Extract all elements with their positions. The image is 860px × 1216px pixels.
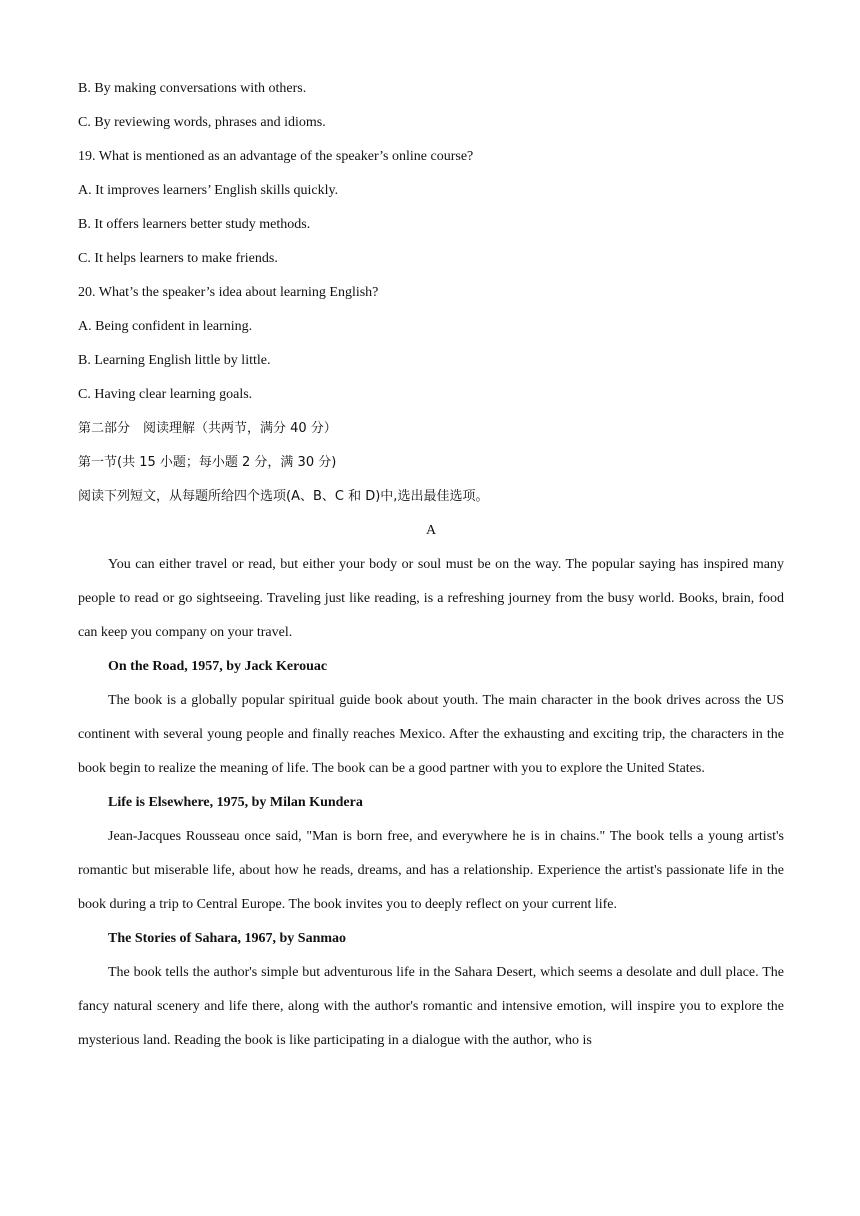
section1-title: 第一节(共 15 小题；每小题 2 分，满 30 分) bbox=[78, 455, 337, 470]
book-title-life-is-elsewhere: Life is Elsewhere, 1975, by Milan Kundera bbox=[108, 795, 363, 810]
q20-stem: 20. What’s the speaker’s idea about learning English? bbox=[78, 285, 379, 300]
passage-label: A bbox=[425, 523, 437, 538]
q19-option-a: A. It improves learners’ English skills quickly. bbox=[78, 183, 339, 198]
q18-option-c: C. By reviewing words, phrases and idioms. bbox=[78, 115, 326, 130]
book-title-on-the-road: On the Road, 1957, by Jack Kerouac bbox=[108, 659, 328, 674]
document-page bbox=[78, 72, 784, 1058]
book-text-life-is-elsewhere: Jean-Jacques Rousseau once said, "Man is born free, and everywhere he is in chains." The book tells a young artist's romantic but miserable life, about how he reads, dreams, and has a relationship. Experience the artist's passionate life in the book during a trip to Central Europe. The book invites you to deeply reflect on your current life. bbox=[78, 829, 784, 912]
book-text-stories-of-sahara: The book tells the author's simple but adventurous life in the Sahara Desert, which seems a desolate and dull place. The fancy natural scenery and life there, along with the author's romantic and intensive emotion, will inspire you to explore the mysterious land. Reading the book is like participating in a dialogue with the author, who is bbox=[78, 965, 784, 1048]
q19-option-b: B. It offers learners better study methods. bbox=[78, 217, 311, 232]
q20-option-a: A. Being confident in learning. bbox=[78, 319, 253, 334]
q19-option-c: C. It helps learners to make friends. bbox=[78, 251, 278, 266]
q20-option-c: C. Having clear learning goals. bbox=[78, 387, 253, 402]
book-title-stories-of-sahara: The Stories of Sahara, 1967, by Sanmao bbox=[108, 931, 347, 946]
passage-intro: You can either travel or read, but either your body or soul must be on the way. The popular saying has inspired many people to read or go sightseeing. Traveling just like reading, is a refreshing journey from the busy world. Books, brain, food can keep you company on your travel. bbox=[78, 557, 784, 640]
q20-option-b: B. Learning English little by little. bbox=[78, 353, 271, 368]
book-text-on-the-road: The book is a globally popular spiritual guide book about youth. The main character in the book drives across the US continent with several young people and finally reaches Mexico. After the exhausting and exciting trip, the characters in the book begin to realize the meaning of life. The book can be a good partner with you to explore the United States. bbox=[78, 693, 784, 776]
q18-option-b: B. By making conversations with others. bbox=[78, 81, 307, 96]
reading-instruction: 阅读下列短文，从每题所给四个选项(A、B、C 和 D)中,选出最佳选项。 bbox=[78, 489, 489, 504]
q19-stem: 19. What is mentioned as an advantage of the speaker’s online course? bbox=[78, 149, 474, 164]
part2-title: 第二部分 阅读理解（共两节，满分 40 分） bbox=[78, 421, 337, 436]
